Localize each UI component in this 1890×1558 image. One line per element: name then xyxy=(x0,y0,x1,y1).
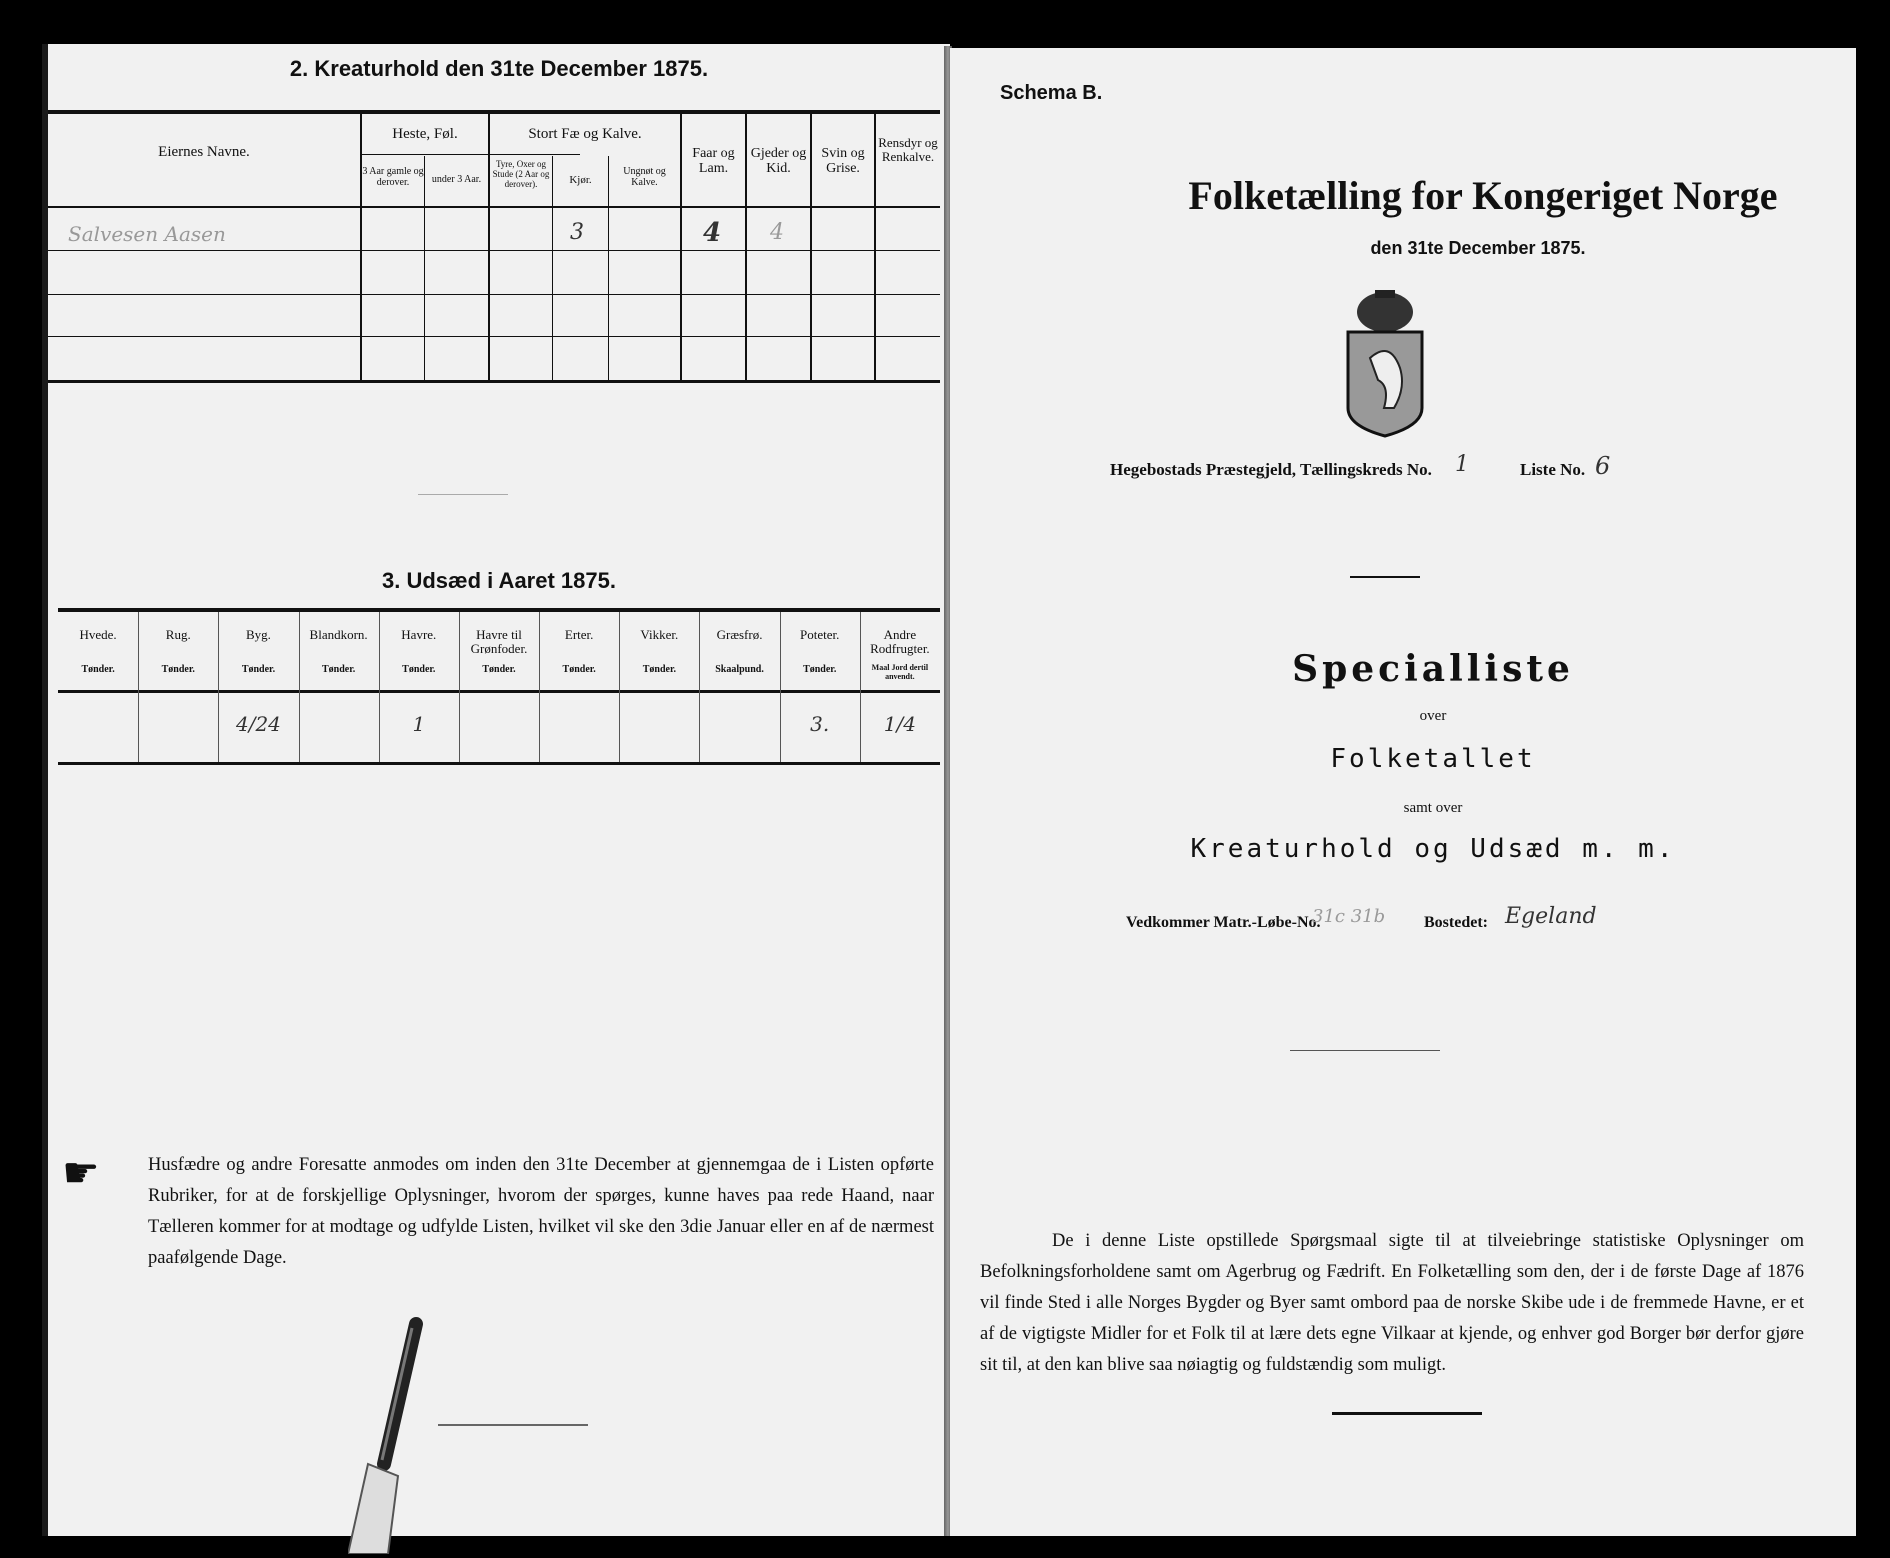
seed-column-name: Rug. xyxy=(165,627,191,642)
samt-over-label: samt over xyxy=(1403,800,1463,816)
pen-line xyxy=(438,1424,588,1426)
seed-column-unit: Tønder. xyxy=(81,664,115,675)
district-value: 1 xyxy=(1455,452,1469,477)
schema-label: Schema B. xyxy=(1000,82,1103,104)
separator xyxy=(1350,576,1420,578)
norway-coat-of-arms-icon xyxy=(1340,288,1430,438)
census-date: den 31te December 1875. xyxy=(1370,238,1586,258)
seed-column-unit: Tønder. xyxy=(482,664,516,675)
left-page xyxy=(42,44,950,1536)
kjer-cell: 3 xyxy=(570,220,584,245)
section3-title: 3. Udsæd i Aaret 1875. xyxy=(382,568,616,593)
seed-column-unit: Maal Jord dertil anvendt. xyxy=(871,663,929,681)
seed-column-unit: Tønder. xyxy=(402,664,436,675)
ungnot-header: Ungnøt og Kalve. xyxy=(623,166,666,188)
heste-group-header: Heste, Føl. xyxy=(392,126,458,142)
owner-header: Eiernes Navne. xyxy=(158,144,250,160)
seed-column-unit: Tønder. xyxy=(161,664,195,675)
seed-column-value: 1/4 xyxy=(883,712,916,736)
matr-label: Vedkommer Matr.-Løbe-No. xyxy=(1126,914,1321,931)
seed-column-unit: Tønder. xyxy=(241,664,276,675)
separator xyxy=(418,494,508,495)
right-page xyxy=(950,48,1856,1536)
tyre-header: Tyre, Oxer og Stude (2 Aar og derover). xyxy=(492,159,550,189)
bosted-value: Egeland xyxy=(1505,904,1597,929)
seed-column-name: Havre. xyxy=(401,627,437,642)
intro-paragraph: De i denne Liste opstillede Spørgsmaal sigte til at tilveiebringe statistiske Oplysninger om Befolkningsforholdene samt om Agerbrug og Fædrift. En Folketælling som den, der i de første Dage af 1876 vil finde Sted i alle Norges Bygder og Byer samt ombord paa de norske Skibe ude i de fremmede Havne, er et af de vigtigste Midler for et Folk til at lære dets egne Vilkaar at kjende, og enhver god Borger bør derfor gjøre sit til, at den kan blive saa nøiagtig og fuldstændig som muligt. xyxy=(980,1231,1804,1375)
faar-header: Faar og Lam. xyxy=(692,146,735,177)
seed-column-unit: Skaalpund. xyxy=(715,664,764,675)
kreaturhold-label: Kreaturhold og Udsæd m. m. xyxy=(1190,834,1676,864)
faar-cell: 4 xyxy=(703,218,722,248)
folketallet-label: Folketallet xyxy=(1330,744,1536,774)
signature-line xyxy=(1332,1412,1482,1415)
rensdyr-header: Rensdyr og Renkalve. xyxy=(878,135,938,165)
bosted-label: Bostedet: xyxy=(1424,914,1488,931)
svin-header: Svin og Grise. xyxy=(821,146,865,177)
seed-column-unit: Tønder. xyxy=(803,664,837,675)
list-label: Liste No. xyxy=(1520,460,1586,479)
seed-column-value: 1 xyxy=(412,712,426,736)
seed-column-name: Erter. xyxy=(564,627,594,642)
matr-value: 31c 31b xyxy=(1312,906,1386,927)
seed-column-name: Vikker. xyxy=(640,627,679,642)
pen-icon xyxy=(348,1314,448,1554)
list-value: 6 xyxy=(1595,452,1611,480)
notice-text: Husfædre og andre Foresatte anmodes om inden den 31te December at gjennemgaa de i Listen opførte Rubriker, for at de forskjellige Oplysninger, hvorom der spørges, kunne haves paa rede Haand, naar Tælleren kommer for at modtage og udfylde Listen, hvilket vil ske den 3die Januar eller en af de nærmest paafølgende Dage. xyxy=(148,1155,934,1268)
specialliste-heading: Specialliste xyxy=(1292,648,1574,690)
district-label: Hegebostads Præstegjeld, Tællingskreds No. xyxy=(1110,460,1432,479)
pointing-hand-icon: ☛ xyxy=(62,1148,100,1197)
seed-column-name: Blandkorn. xyxy=(309,627,368,642)
seed-column-unit: Tønder. xyxy=(562,664,596,675)
seed-column-name: Hvede. xyxy=(79,627,117,642)
owner-name-cell: Salvesen Aasen xyxy=(68,222,226,246)
gjeder-cell: 4 xyxy=(770,220,784,245)
separator xyxy=(1290,1050,1440,1051)
gjeder-header: Gjeder og Kid. xyxy=(750,146,807,177)
seed-column-name: Græsfrø. xyxy=(716,627,763,642)
heste-old-header: 3 Aar gamle og derover. xyxy=(362,166,424,188)
section2-title: 2. Kreaturhold den 31te December 1875. xyxy=(289,56,709,81)
seed-column-name: Havre til Grønfoder. xyxy=(470,627,528,657)
heste-young-header: under 3 Aar. xyxy=(431,174,482,185)
stort-fae-group-header: Stort Fæ og Kalve. xyxy=(528,126,642,142)
seed-column-value: 4/24 xyxy=(235,712,281,736)
seed-column-value: 3. xyxy=(810,712,830,736)
seed-column-unit: Tønder. xyxy=(321,664,356,675)
seed-column-name: Poteter. xyxy=(800,627,840,642)
seed-column-name: Andre Rodfrugter. xyxy=(870,627,930,657)
seed-column-name: Byg. xyxy=(245,627,271,642)
census-title: Folketælling for Kongeriget Norge xyxy=(1188,173,1778,218)
over-label: over xyxy=(1419,708,1447,724)
kjer-header: Kjør. xyxy=(569,174,592,186)
seed-column-unit: Tønder. xyxy=(642,664,676,675)
